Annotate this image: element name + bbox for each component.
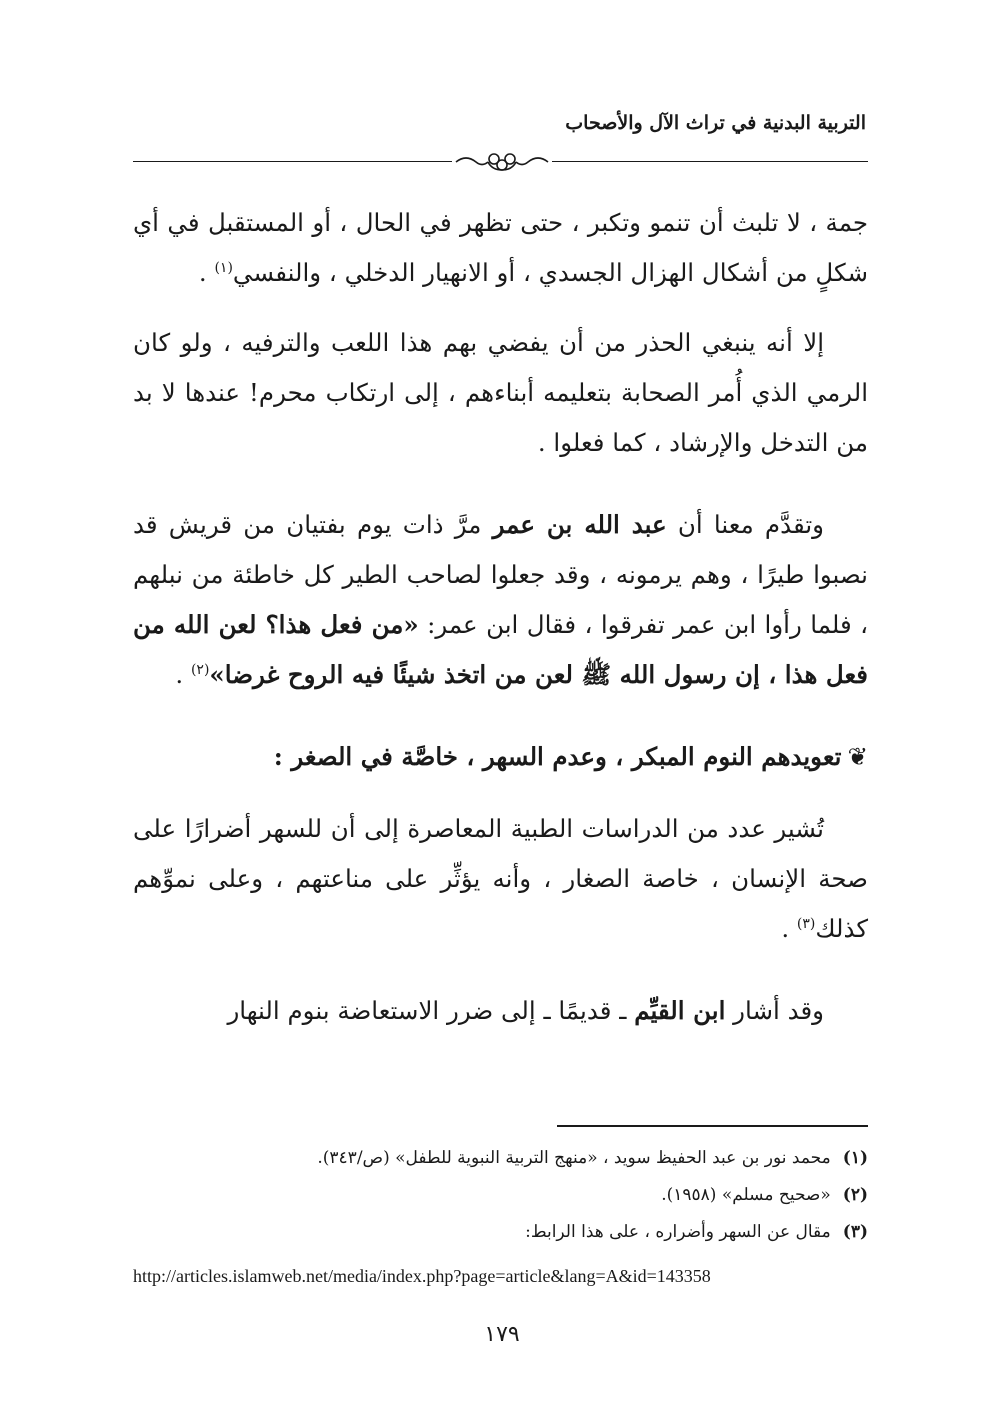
paragraph-4-text: تُشير عدد من الدراسات الطبية المعاصرة إلى أن للسهر أضرارًا على صحة الإنسان ، خاصة الصغار ، وأنه يؤثِّر على مناعتهم ، وعلى نموِّهم كذلك: [133, 814, 868, 943]
paragraph-1-text: جمة ، لا تلبث أن تنمو وتكبر ، حتى تظهر في الحال ، أو المستقبل في أي شكلٍ من أشكال الهزال الجسدي ، أو الانهيار الدخلي ، والنفسي: [133, 208, 868, 287]
hadith-quote: «من فعل هذا؟ لعن الله من فعل هذا ، إن رسول الله ﷺ لعن من اتخذ شيئًا فيه الروح غرضا»: [133, 610, 868, 689]
person-name-ibn-qayyim: ابن القيِّم: [634, 996, 726, 1025]
footnotes: [133, 1140, 868, 1251]
paragraph-1-end: .: [198, 258, 215, 287]
footnote-3: [133, 1214, 868, 1251]
fleuron-bullet-icon: ❦: [847, 742, 868, 771]
footnote-text: «صحيح مسلم» (١٩٥٨).: [661, 1185, 831, 1205]
paragraph-5-body: ـ قديمًا ـ إلى ضرر الاستعاضة بنوم النهار: [227, 996, 635, 1025]
paragraph-1: [133, 198, 868, 298]
footnote-1: [133, 1140, 868, 1177]
paragraph-3-body: مرَّ ذات يوم بفتيان من قريش قد نصبوا طيرًا ، وهم يرمونه ، وقد جعلوا لصاحب الطير كل خاطئة من نبلهم ، فلما رأوا ابن عمر تفرقوا ، فقال ابن عمر:: [133, 510, 868, 639]
footnote-text: مقال عن السهر وأضراره ، على هذا الرابط:: [525, 1222, 831, 1242]
section-heading-text: تعويدهم النوم المبكر ، وعدم السهر ، خاصَّة في الصغر :: [273, 742, 842, 771]
ornament-divider-icon: [452, 148, 552, 176]
paragraph-4: [133, 804, 868, 954]
paragraph-3-end: .: [175, 660, 191, 689]
footnote-text: محمد نور بن عبد الحفيظ سويد ، «منهج التربية النبوية للطفل» (ص/٣٤٣).: [317, 1148, 831, 1168]
paragraph-3: [133, 500, 868, 700]
footnote-number: (٢): [842, 1185, 868, 1205]
footnote-2: [133, 1177, 868, 1214]
section-heading: [133, 732, 868, 782]
footnote-ref-3[interactable]: (٣): [796, 915, 816, 932]
page-number: ١٧٩: [484, 1322, 520, 1347]
person-name-ibn-umar: عبد الله بن عمر: [492, 510, 667, 539]
footnote-ref-1[interactable]: (١): [214, 259, 233, 276]
paragraph-5: [133, 986, 868, 1036]
page-body: [133, 198, 868, 1036]
footnote-number: (١): [842, 1148, 868, 1168]
footnote-url-link[interactable]: http://articles.islamweb.net/media/index.php?page=article&lang=A&id=143358: [133, 1266, 711, 1286]
paragraph-5-lead: وقد أشار: [725, 996, 824, 1025]
paragraph-2: إلا أنه ينبغي الحذر من أن يفضي بهم هذا اللعب والترفيه ، ولو كان الرمي الذي أُمر الصحابة بتعليمه أبناءهم ، إلى ارتكاب محرم! عندها لا بد من التدخل والإرشاد ، كما فعلوا .: [133, 328, 868, 457]
paragraph-4-end: .: [781, 914, 797, 943]
footnote-number: (٣): [842, 1222, 868, 1242]
running-header-title: التربية البدنية في تراث الآل والأصحاب: [565, 112, 866, 134]
footnote-separator: [557, 1125, 868, 1127]
paragraph-3-lead: وتقدَّم معنا أن: [666, 510, 824, 539]
footnote-ref-2[interactable]: (٢): [190, 661, 210, 678]
